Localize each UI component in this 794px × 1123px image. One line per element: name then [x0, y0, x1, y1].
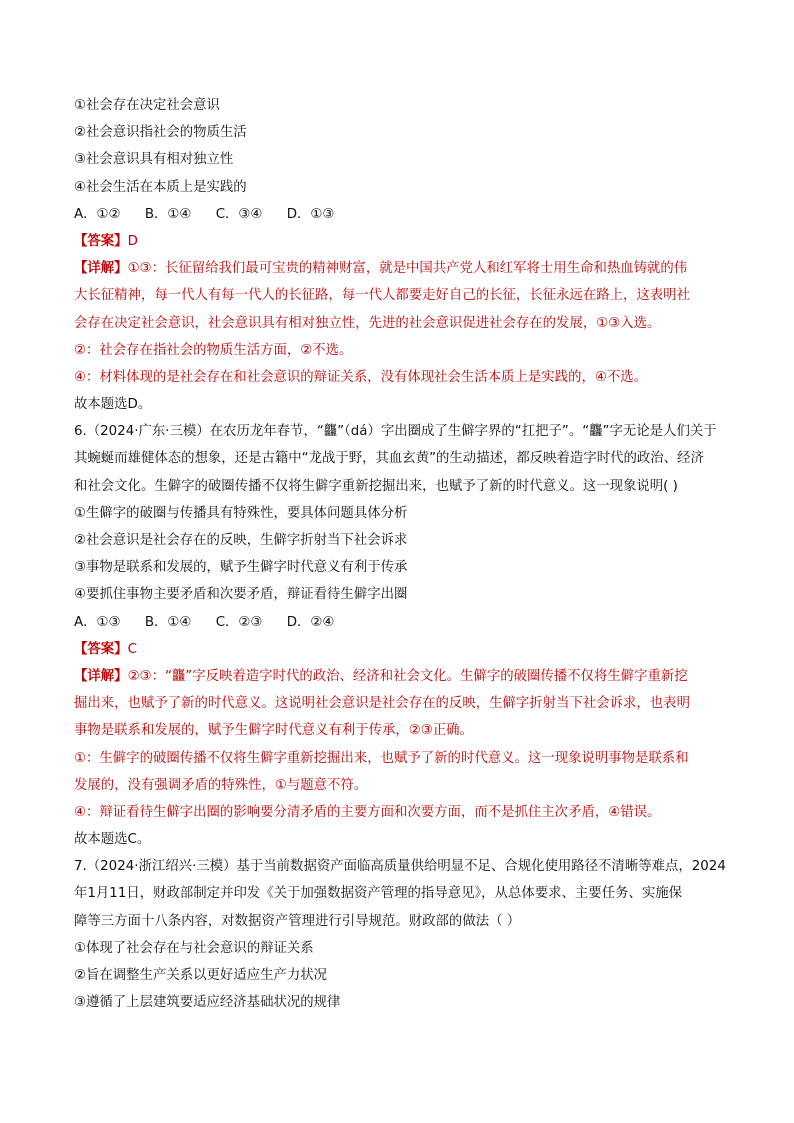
explanation-mark: ②③	[408, 723, 433, 739]
question-stem: 6.（2024·广东·三模）在农历龙年春节，“龘”（dá）字出圈成了生僻字界的“扛把子”。“龘”字无论是人们关于	[74, 424, 717, 440]
option-a: A．①②	[74, 206, 121, 222]
statement: ②社会意识指社会的物质生活	[74, 125, 247, 141]
explanation-line	[74, 337, 726, 364]
option-b: B．①④	[144, 206, 192, 222]
option-d: D．①③	[286, 206, 335, 222]
answer-label: 【答案】	[74, 641, 128, 657]
statement: ③事物是联系和发展的，赋予生僻字时代意义有利于传承	[74, 560, 408, 576]
explanation-mark: ①	[274, 777, 287, 793]
explanation-text: 会存在决定社会意识，社会意识具有相对独立性，先进的社会意识促进社会存在的发展，	[74, 315, 597, 331]
explanation-text: 掘出来，也赋予了新的时代意义。这说明社会意识是社会存在的反映，生僻字折射当下社会诉求，也表明	[74, 696, 690, 712]
explanation-mark: ②	[300, 342, 313, 358]
option-a: A．①③	[74, 614, 121, 630]
answer-value: D	[127, 233, 138, 249]
explanation-text: 发展的，没有强调矛盾的特殊性，	[74, 777, 275, 793]
explanation-lead: ②③	[127, 668, 152, 684]
question-stem: 其蜿蜒而雄健体态的想象，还是古籍中“龙战于野，其血玄黄”的生动描述，都反映着造字时代的政治、经济	[74, 451, 704, 467]
explanation-tail: 错误。	[620, 804, 661, 820]
conclusion: 故本题选D。	[74, 397, 152, 413]
question-stem: 年1月11日，财政部制定并印发《关于加强数据资产管理的指导意见》，从总体要求、主要任务、实施保	[74, 886, 683, 902]
explanation-line	[74, 690, 726, 717]
explanation-lead: ①③	[127, 261, 152, 277]
explanation-line	[74, 772, 726, 799]
option-d: D．②④	[286, 614, 335, 630]
explanation-line	[74, 255, 726, 282]
explanation-lead: ②	[74, 342, 87, 358]
explanation-text: ：辩证看待生僻字出圈的影响要分清矛盾的主要方面和次要方面，而不是抓住主次矛盾，	[86, 804, 609, 820]
option-c: C．②③	[215, 614, 263, 630]
explanation-mark: ④	[594, 369, 607, 385]
question-6	[74, 418, 726, 853]
explanation-line	[74, 745, 726, 772]
question-7	[74, 853, 726, 1016]
question-stem: 和社会文化。生僻字的破圈传播不仅将生僻字重新挖掘出来，也赋予了新的时代意义。这一现象说明( )	[74, 478, 678, 494]
option-b: B．①④	[144, 614, 192, 630]
explanation-text: ：材料体现的是社会存在和社会意识的辩证关系，没有体现社会生活本质上是实践的，	[86, 369, 595, 385]
explanation-lead: ④	[74, 804, 87, 820]
statement: ②旨在调整生产关系以更好适应生产力状况	[74, 968, 328, 983]
explanation-lead: ①	[74, 750, 87, 766]
statement: ②社会意识是社会存在的反映，生僻字折射当下社会诉求	[74, 533, 408, 548]
statement: ③社会意识具有相对独立性	[74, 152, 234, 168]
statement: ①体现了社会存在与社会意识的辩证关系	[74, 940, 314, 956]
question-stem: 7.（2024·浙江绍兴·三模）基于当前数据资产面临高质量供给明显不足、合规化使用路径不清晰等难点，2024	[74, 859, 726, 875]
answer-options	[74, 201, 726, 228]
explanation-tail: 入选。	[620, 315, 661, 331]
conclusion: 故本题选C。	[74, 832, 151, 848]
explanation-text: 大长征精神，每一代人有每一代人的长征路，每一代人都要走好自己的长征，长征永远在路上，这表明社	[74, 288, 690, 304]
explanation-line	[74, 799, 726, 826]
explanation-line	[74, 663, 726, 690]
document-content	[74, 92, 726, 1016]
answer-value: C	[127, 641, 137, 657]
explanation-label: 【详解】	[74, 668, 128, 684]
explanation-tail: 不选。	[606, 369, 648, 385]
explanation-line	[74, 717, 726, 744]
answer-line	[74, 636, 726, 663]
explanation-tail: 正确。	[432, 723, 473, 739]
explanation-mark: ④	[608, 804, 621, 820]
explanation-tail: 与题意不符。	[286, 777, 368, 793]
answer-options	[74, 609, 726, 636]
explanation-label: 【详解】	[74, 261, 128, 277]
statement: ①社会存在决定社会意识	[74, 98, 220, 113]
explanation-mark: ①③	[596, 315, 621, 331]
explanation-line	[74, 364, 726, 391]
explanation-line	[74, 310, 726, 337]
statement: ③遵循了上层建筑要适应经济基础状况的规律	[74, 995, 341, 1011]
explanation-text: ：长征留给我们最可宝贵的精神财富，就是中国共产党人和红军将士用生命和热血铸就的伟	[151, 261, 688, 277]
statement: ①生僻字的破圈与传播具有特殊性，要具体问题具体分析	[74, 505, 408, 521]
explanation-text: ：“龘”字反映着造字时代的政治、经济和社会文化。生僻字的破圈传播不仅将生僻字重新挖	[151, 668, 688, 684]
explanation-text: 事物是联系和发展的，赋予生僻字时代意义有利于传承，	[74, 723, 409, 739]
explanation-lead: ④	[74, 369, 87, 385]
question-stem: 障等三方面十八条内容，对数据资产管理进行引导规范。财政部的做法（ ）	[74, 913, 521, 929]
explanation-tail: 不选。	[312, 342, 353, 358]
statement: ④社会生活在本质上是实践的	[74, 179, 247, 195]
answer-label: 【答案】	[74, 233, 128, 249]
explanation-line	[74, 282, 726, 309]
answer-line	[74, 228, 726, 255]
explanation-text: ：社会存在指社会的物质生活方面，	[86, 342, 301, 358]
question-5	[74, 92, 726, 418]
explanation-text: ：生僻字的破圈传播不仅将生僻字重新挖掘出来，也赋予了新的时代意义。这一现象说明事物是联系和	[86, 750, 689, 766]
option-c: C．③④	[215, 206, 263, 222]
statement: ④要抓住事物主要矛盾和次要矛盾，辩证看待生僻字出圈	[74, 587, 408, 603]
